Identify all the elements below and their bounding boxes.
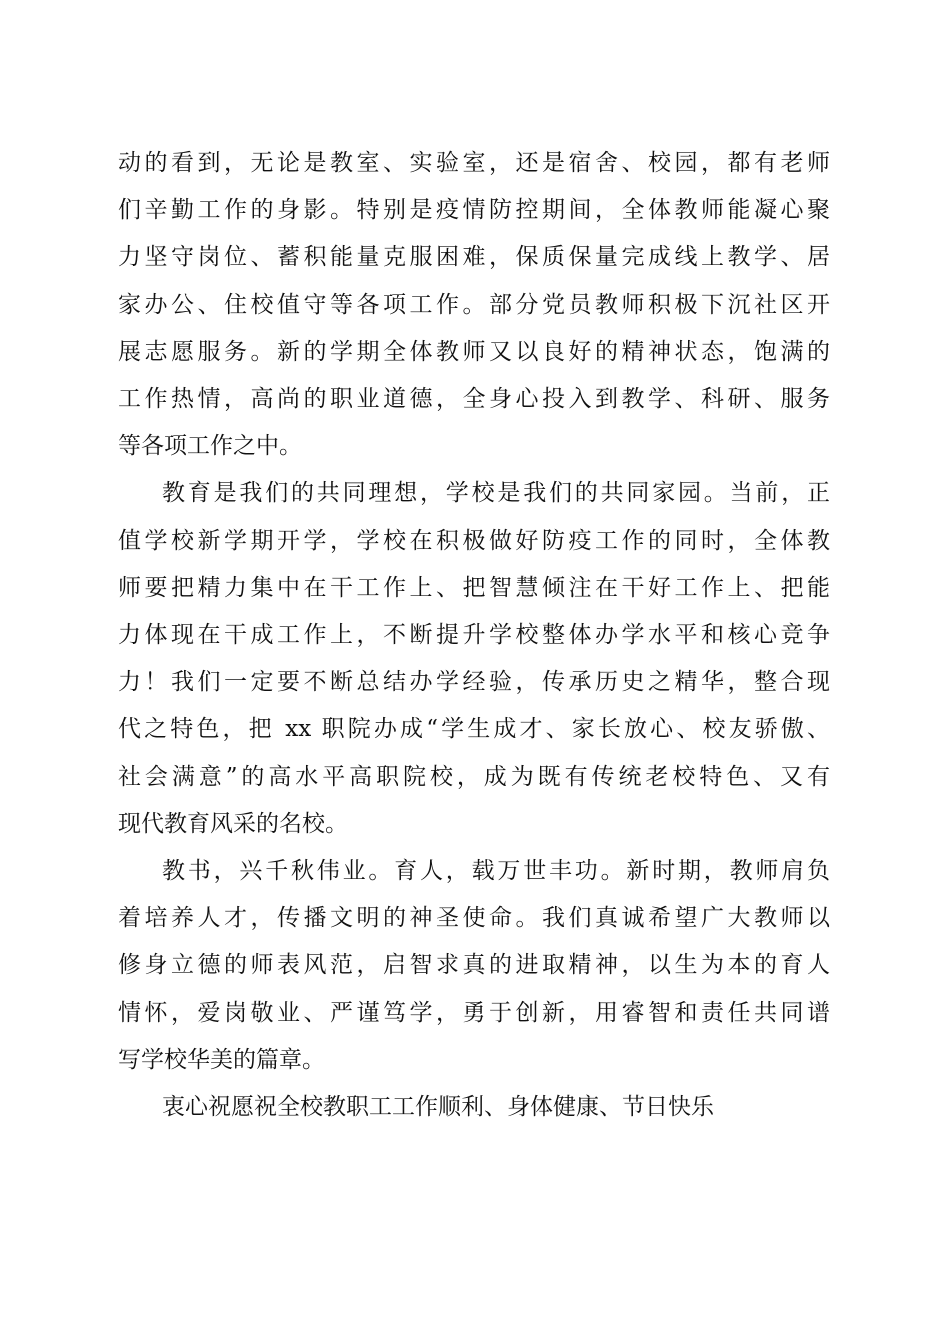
text-line: 力！我们一定要不断总结办学经验，传承历史之精华，整合现 bbox=[118, 669, 830, 696]
text-line: 值学校新学期开学，学校在积极做好防疫工作的同时，全体教 bbox=[118, 527, 830, 554]
document-page bbox=[118, 140, 830, 1131]
text-line: 教书，兴千秋伟业。育人，载万世丰功。新时期，教师肩负 bbox=[162, 858, 830, 885]
text-line: 力坚守岗位、蓄积能量克服困难，保质保量完成线上教学、居 bbox=[118, 244, 830, 271]
text-line: 情怀，爱岗敬业、严谨笃学，勇于创新，用睿智和责任共同谱 bbox=[118, 999, 830, 1026]
text-line: 写学校华美的篇章。 bbox=[118, 1046, 325, 1073]
text-line: 们辛勤工作的身影。特别是疫情防控期间，全体教师能凝心聚 bbox=[118, 197, 830, 224]
text-line: 代之特色，把 xx 职院办成“学生成才、家长放心、校友骄傲、 bbox=[118, 716, 830, 743]
text-line: 现代教育风采的名校。 bbox=[118, 810, 348, 837]
paragraph-3 bbox=[118, 848, 830, 1084]
text-line: 衷心祝愿祝全校教职工工作顺利、身体健康、节日快乐 bbox=[162, 1094, 714, 1121]
text-line: 师要把精力集中在干工作上、把智慧倾注在干好工作上、把能 bbox=[118, 574, 830, 601]
text-line: 工作热情，高尚的职业道德，全身心投入到教学、科研、服务 bbox=[118, 386, 830, 413]
text-line: 展志愿服务。新的学期全体教师又以良好的精神状态，饱满的 bbox=[118, 338, 830, 365]
paragraph-2 bbox=[118, 470, 830, 848]
paragraph-4 bbox=[118, 1084, 830, 1131]
text-line: 社会满意”的高水平高职院校，成为既有传统老校特色、又有 bbox=[118, 763, 830, 790]
text-line: 修身立德的师表风范，启智求真的进取精神，以生为本的育人 bbox=[118, 952, 830, 979]
text-line: 家办公、住校值守等各项工作。部分党员教师积极下沉社区开 bbox=[118, 291, 830, 318]
text-line: 等各项工作之中。 bbox=[118, 433, 302, 460]
text-line: 教育是我们的共同理想，学校是我们的共同家园。当前，正 bbox=[162, 480, 830, 507]
text-line: 力体现在干成工作上，不断提升学校整体办学水平和核心竞争 bbox=[118, 622, 830, 649]
text-line: 动的看到，无论是教室、实验室，还是宿舍、校园，都有老师 bbox=[118, 150, 830, 176]
text-line: 着培养人才，传播文明的神圣使命。我们真诚希望广大教师以 bbox=[118, 905, 830, 932]
paragraph-1 bbox=[118, 140, 830, 470]
